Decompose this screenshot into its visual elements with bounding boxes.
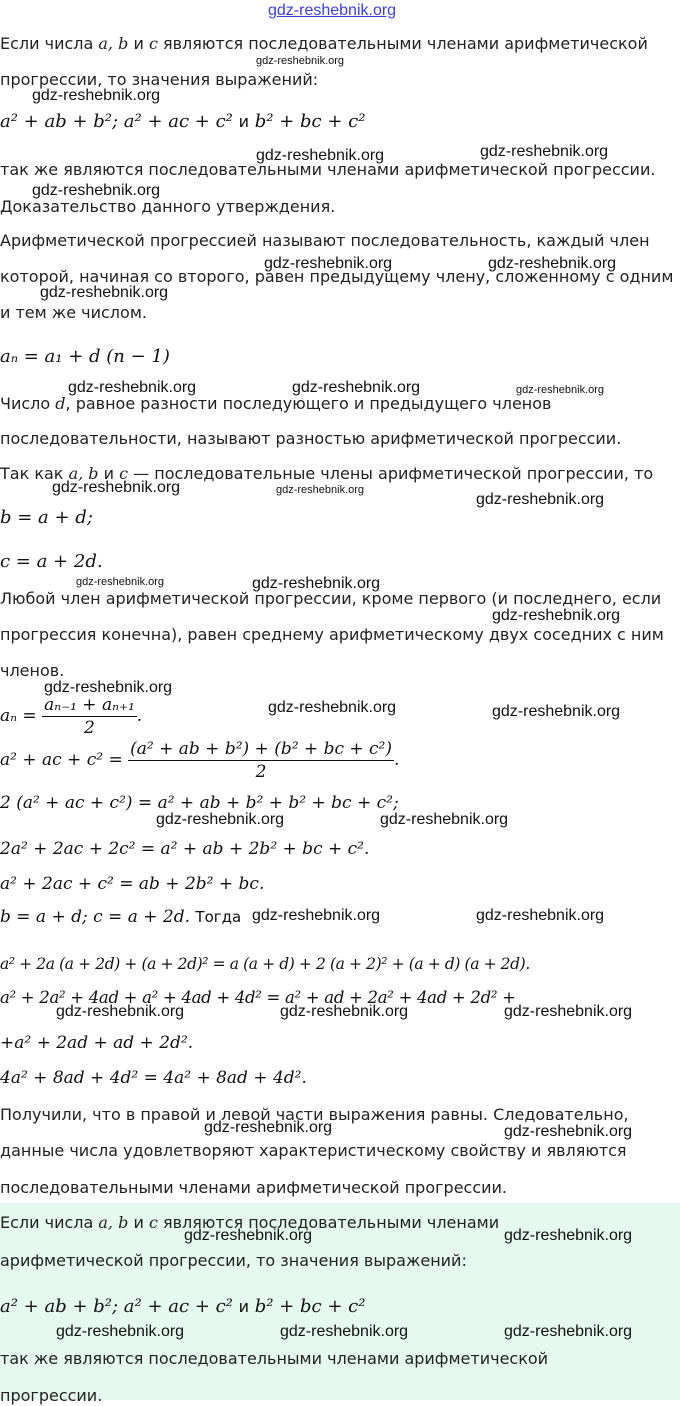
step-1: 2 (a² + ac + c²) = a² + ab + b² + b² + bc + c²; — [0, 793, 399, 813]
site-link[interactable]: gdz-reshebnik.org — [268, 2, 397, 19]
formula-general-term: aₙ = a₁ + d (n − 1) — [0, 346, 170, 367]
watermark: gdz-reshebnik.org — [68, 379, 197, 396]
watermark: gdz-reshebnik.org — [256, 55, 345, 67]
step-7: 4a² + 8ad + 4d² = 4a² + 8ad + 4d². — [0, 1068, 307, 1088]
step-6: +a² + 2ad + ad + 2d². — [0, 1033, 194, 1053]
watermark: gdz-reshebnik.org — [492, 607, 621, 624]
formula-mean-term: aₙ = $\frac{\text{aₙ₋₁ + aₙ₊₁}}{2}$ . — [0, 695, 143, 738]
watermark: gdz-reshebnik.org — [56, 1003, 185, 1020]
formula-mean-expressions: a² + ac + c² = $\frac{\text{(a² + ab + b²) + (b² + bc + c²)}}{2}$ . — [0, 739, 400, 782]
since-line: Так как a, b и c — последовательные члены арифметической прогрессии, то — [0, 464, 654, 483]
property-line3: членов. — [0, 661, 65, 680]
watermark: gdz-reshebnik.org — [52, 479, 181, 496]
watermark: gdz-reshebnik.org — [252, 575, 381, 592]
watermark: gdz-reshebnik.org — [276, 484, 365, 496]
watermark: gdz-reshebnik.org — [156, 811, 285, 828]
step-2: 2a² + 2ac + 2c² = a² + ab + 2b² + bc + c². — [0, 839, 370, 859]
watermark: gdz-reshebnik.org — [480, 143, 609, 160]
watermark: gdz-reshebnik.org — [504, 1123, 633, 1140]
watermark: gdz-reshebnik.org — [56, 1323, 185, 1340]
conclusion-line3: последовательными членами арифметической прогрессии. — [0, 1178, 508, 1197]
difference-line1: Число d, равное разности последующего и предыдущего членов — [0, 394, 552, 413]
problem-conclusion: так же являются последовательными членами арифметической прогрессии. — [0, 160, 656, 179]
equation-c: c = a + 2d. — [0, 551, 103, 572]
watermark: gdz-reshebnik.org — [280, 1003, 409, 1020]
watermark: gdz-reshebnik.org — [488, 255, 617, 272]
definition-line2: которой, начиная со второго, равен предыдущему члену, сложенному с одним — [0, 267, 674, 286]
repeat-intro-line2: арифметической прогрессии, то значения выражений: — [0, 1251, 467, 1270]
repeat-conclusion-line2: прогрессии. — [0, 1386, 103, 1405]
watermark: gdz-reshebnik.org — [32, 87, 161, 104]
watermark: gdz-reshebnik.org — [32, 182, 161, 199]
watermark: gdz-reshebnik.org — [264, 255, 393, 272]
watermark: gdz-reshebnik.org — [44, 679, 173, 696]
watermark: gdz-reshebnik.org — [476, 907, 605, 924]
property-line2: прогрессия конечна), равен среднему арифметическому двух соседних с ним — [0, 625, 664, 644]
problem-intro-line2: прогрессии, то значения выражений: — [0, 70, 319, 89]
problem-expressions: a² + ab + b²; a² + ac + c² и b² + bc + c² — [0, 111, 366, 132]
watermark: gdz-reshebnik.org — [280, 1323, 409, 1340]
watermark: gdz-reshebnik.org — [380, 811, 509, 828]
equation-b: b = a + d; — [0, 507, 93, 528]
step-4: a² + 2a (a + 2d) + (a + 2d)² = a (a + d) + 2 (a + 2)² + (a + d) (a + 2d). — [0, 955, 530, 973]
step-3: a² + 2ac + c² = ab + 2b² + bc. — [0, 874, 265, 894]
watermark: gdz-reshebnik.org — [252, 907, 381, 924]
conclusion-line1: Получили, что в правой и левой части выражения равны. Следовательно, — [0, 1105, 629, 1124]
watermark: gdz-reshebnik.org — [268, 699, 397, 716]
watermark: gdz-reshebnik.org — [40, 284, 169, 301]
property-line1: Любой член арифметической прогрессии, кроме первого (и последнего, если — [0, 589, 662, 608]
watermark: gdz-reshebnik.org — [256, 147, 385, 164]
watermark: gdz-reshebnik.org — [504, 1227, 633, 1244]
watermark: gdz-reshebnik.org — [292, 379, 421, 396]
watermark: gdz-reshebnik.org — [504, 1003, 633, 1020]
proof-title: Доказательство данного утверждения. — [0, 197, 336, 216]
watermark: gdz-reshebnik.org — [516, 384, 605, 396]
conclusion-line2: данные числа удовлетворяют характеристическому свойству и являются — [0, 1141, 627, 1160]
problem-intro-line1: Если числа a, b и c являются последовательными членами арифметической — [0, 34, 648, 53]
watermark: gdz-reshebnik.org — [204, 1119, 333, 1136]
watermark: gdz-reshebnik.org — [184, 1227, 313, 1244]
substitution-line: b = a + d; c = a + 2d. Тогда — [0, 907, 242, 927]
watermark: gdz-reshebnik.org — [492, 703, 621, 720]
difference-line2: последовательности, называют разностью арифметической прогрессии. — [0, 429, 622, 448]
watermark: gdz-reshebnik.org — [476, 491, 605, 508]
definition-line1: Арифметической прогрессией называют последовательность, каждый член — [0, 231, 650, 250]
repeat-intro-line1: Если числа a, b и c являются последовательными членами — [0, 1213, 500, 1232]
definition-line3: и тем же числом. — [0, 303, 147, 322]
step-5: a² + 2a² + 4ad + a² + 4ad + 4d² = a² + ad + 2a² + 4ad + 2d² + — [0, 988, 516, 1007]
watermark: gdz-reshebnik.org — [76, 576, 165, 588]
repeat-conclusion-line1: так же являются последовательными членами арифметической — [0, 1349, 549, 1368]
repeat-expressions: a² + ab + b²; a² + ac + c² и b² + bc + c² — [0, 1296, 366, 1317]
watermark: gdz-reshebnik.org — [504, 1323, 633, 1340]
